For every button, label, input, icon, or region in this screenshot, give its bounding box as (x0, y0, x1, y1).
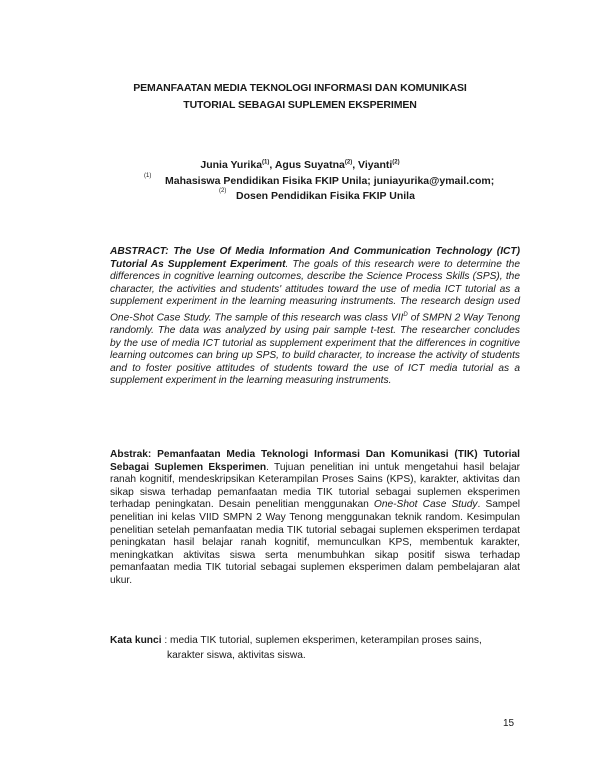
author-1: Junia Yurika (200, 159, 263, 171)
keywords (110, 633, 530, 663)
title-line-2: TUTORIAL SEBAGAI SUPLEMEN EKSPERIMEN (183, 99, 417, 111)
abstract-english (110, 246, 520, 388)
class-superscript: D (403, 311, 408, 318)
affiliation-1: Mahasiswa Pendidikan Fisika FKIP Unila; juniayurika@ymail.com; (165, 175, 495, 187)
abstract-indonesian-heading: Abstrak: Pemanfaatan Media Teknologi Informasi Dan Komunikasi (TIK) Tutorial Sebagai Suplemen Eksperimen (110, 449, 520, 473)
affiliation-2: Dosen Pendidikan Fisika FKIP Unila (236, 190, 415, 202)
author-separator: , (269, 159, 275, 171)
affiliation-2-number: (2) (219, 188, 227, 194)
author-2: Agus Suyatna (274, 159, 345, 171)
author-2-affiliation-mark: (2) (344, 159, 353, 166)
abstract-english-body: . The goals of this research were to determine the differences in cognitive learning outcomes, describe the Science Process Skills (SPS), the character, the activities and students' attitudes toward the use of media ICT tutorial as a supplement experiment in the learning measuring instruments. The research design used One-Shot Case Study. The sample of this research was class VII (110, 258, 520, 324)
research-design-term: One-Shot Case Study (373, 499, 478, 511)
abstract-english-body-continued: of SMPN 2 Way Tenong randomly. The data was analyzed by using pair sample t-test. The researcher concludes by the use of media ICT tutorial as supplement experiment that the differences in cognitive learning outcomes can bring up SPS, to build character, to increase the activity of students and to foster positive attitudes of students toward the use of ICT media tutorial as a supplement experiment in the learning measuring instruments. (110, 312, 520, 387)
author-3-affiliation-mark: (2) (392, 159, 400, 166)
author-separator: , (352, 159, 359, 171)
title-line-1: PEMANFAATAN MEDIA TEKNOLOGI INFORMASI DAN KOMUNIKASI (133, 82, 467, 94)
paper-title (110, 80, 490, 114)
keywords-label: Kata kunci (110, 635, 162, 646)
affiliation-1-number: (1) (144, 173, 152, 179)
abstract-english-heading: ABSTRACT: The Use Of Media Information And Communication Technology (ICT) Tutorial As Supplement Experiment (110, 246, 520, 270)
abstract-indonesian-body: . Tujuan penelitian ini untuk mengetahui hasil belajar ranah kognitif, mendeskripsikan Keterampilan Proses Sains (KPS), karakter, aktivitas dan sikap siswa terhadap pemanfaatan media TIK tutorial sebagai suplemen eksperimen terhadap peningkatan. Desain penelitian menggunakan (110, 461, 521, 511)
keywords-line-1: : media TIK tutorial, suplemen eksperimen, keterampilan proses sains, (161, 635, 482, 646)
author-3: Viyanti (358, 159, 393, 171)
keywords-line-2: karakter siswa, aktivitas siswa. (167, 650, 306, 661)
abstract-indonesian (110, 449, 520, 588)
abstract-indonesian-body-continued: . Sampel penelitian ini kelas VIID SMPN 2 Way Tenong menggunakan teknik random. Kesimpulan penelitian setelah pemanfaatan media TIK tutorial sebagai suplemen eksperimen terdapat peningkatan hasil belajar ranah kognitif, memunculkan KPS, membentuk karakter, meningkatkan aktivitas siswa serta menumbuhkan sikap positif siswa terhadap pemanfaatan media TIK tutorial sebagai suplemen eksperimen dalam pembelajaran alat ukur. (110, 499, 520, 586)
author-list (100, 158, 500, 173)
author-1-affiliation-mark: (1) (262, 159, 270, 166)
page-number: 15 (503, 718, 515, 729)
